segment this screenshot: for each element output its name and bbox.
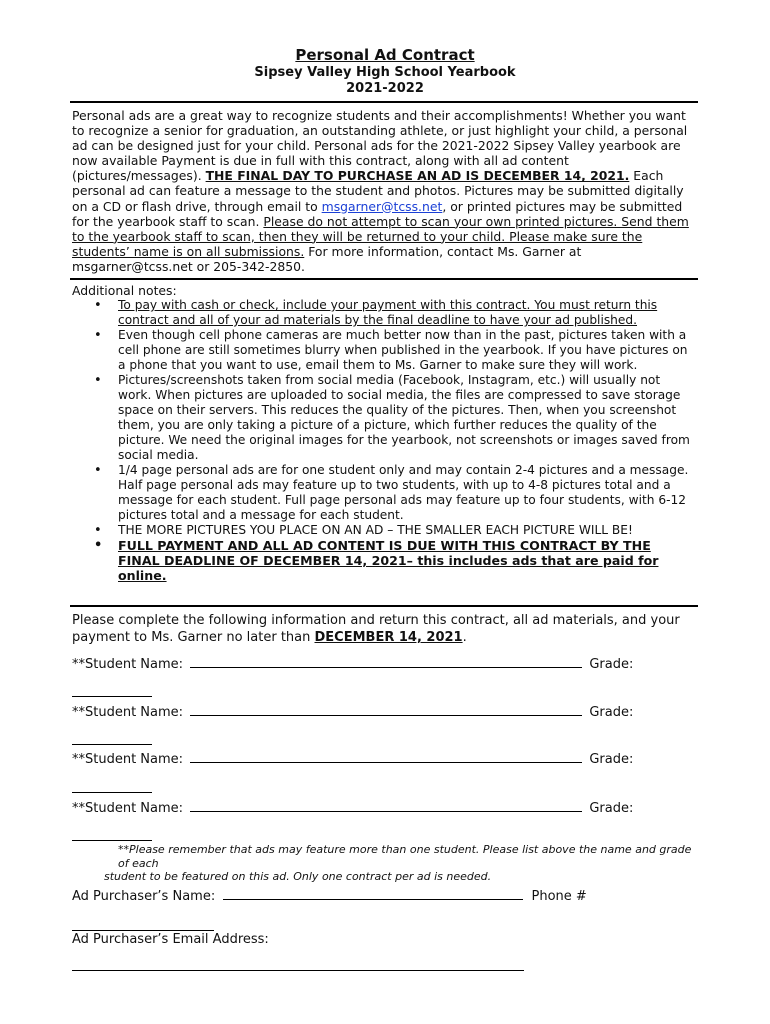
intro-text: , or printed pictures may be submitted for the yearbook staff to scan. — [72, 198, 683, 229]
student-row — [72, 657, 633, 672]
deadline-statement: THE FINAL DAY TO PURCHASE AN AD IS DECEMBER 14, 2021. — [205, 168, 630, 184]
list-item: • Even though cell phone cameras are much better now than in the past, pictures taken with a cell phone are still sometimes blurry when published in the yearbook. If you have pictures on a phone that you want to use, email them to Ms. Garner to make sure they will work. — [118, 328, 696, 373]
grade-label: Grade: — [589, 801, 634, 816]
purchaser-row — [72, 889, 587, 904]
page-title: Personal Ad Contract — [295, 46, 475, 64]
notes-list — [72, 298, 696, 583]
email-link[interactable]: msgarner@tcss.net — [321, 198, 443, 214]
purchaser-name-label: Ad Purchaser’s Name: — [72, 889, 216, 904]
email-field[interactable] — [72, 970, 524, 971]
note-line: student to be featured on this ad. Only one contract per ad is needed. — [104, 870, 492, 883]
grade-label: Grade: — [589, 752, 634, 767]
phone-label: Phone # — [531, 889, 587, 904]
school-name: Sipsey Valley High School Yearbook — [254, 65, 516, 80]
grade-field[interactable] — [72, 792, 152, 793]
phone-field[interactable] — [72, 930, 214, 931]
intro-text: Each personal ad can feature a message to the student and photos. Pictures may be submitted digitally on a CD or flash drive, through email to — [72, 168, 684, 214]
intro-text: Personal ads are a great way to recognize students and their accomplishments! Whether you want to recognize a senior for graduation, an outstanding athlete, or just highlight your child, a personal ad can be designed just for your child. Personal ads for the 2021-2022 Sipsey Valley yearbook are now available Payment is due in full with this contract, along with all ad content (pictures/messages). — [72, 108, 688, 184]
note-line: **Please remember that ads may feature more than one student. Please list above the name and grade of each — [118, 843, 692, 870]
instructions-text: . — [462, 630, 467, 645]
purchaser-name-field[interactable] — [223, 899, 523, 900]
instructions-deadline: DECEMBER 14, 2021 — [314, 630, 463, 645]
school-year: 2021-2022 — [346, 81, 424, 96]
student-name-label: **Student Name: — [72, 657, 184, 672]
student-row — [72, 705, 633, 720]
student-row — [72, 801, 633, 816]
student-name-field[interactable] — [190, 811, 582, 812]
form-instructions — [72, 612, 698, 646]
email-row — [72, 932, 269, 947]
grade-field[interactable] — [72, 696, 152, 697]
divider — [70, 605, 698, 607]
list-item: • To pay with cash or check, include your payment with this contract. You must return this contract and all of your ad materials by the final deadline to have your ad published. — [118, 298, 696, 328]
divider — [70, 101, 698, 103]
list-item: • Pictures/screenshots taken from social media (Facebook, Instagram, etc.) will usually not work. When pictures are uploaded to social media, the files are compressed to save storage space on their servers. This reduces the quality of the pictures. Then, when you screenshot them, you are only taking a picture of a picture, which further reduces the quality of the picture. We need the original images for the yearbook, not screenshots or images saved from social media. — [118, 373, 696, 463]
intro-paragraph — [72, 108, 696, 274]
student-name-label: **Student Name: — [72, 752, 184, 767]
list-item: • 1/4 page personal ads are for one student only and may contain 2-4 pictures and a message. Half page personal ads may feature up to two students, with up to 4-8 pictures total and a message for each student. Full page personal ads may feature up to four students, with 6-12 pictures total and a message for each student. — [118, 463, 696, 523]
email-label: Ad Purchaser’s Email Address: — [72, 932, 269, 947]
grade-label: Grade: — [589, 705, 634, 720]
list-item: • FULL PAYMENT AND ALL AD CONTENT IS DUE WITH THIS CONTRACT BY THE FINAL DEADLINE OF DECEMBER 14, 2021– this includes ads that are paid for online. — [118, 538, 696, 583]
student-name-field[interactable] — [190, 715, 582, 716]
instructions-text: Please complete the following information and return this contract, all ad materials, and your payment to Ms. Garner no later than — [72, 613, 680, 645]
notes-heading: Additional notes: — [72, 283, 177, 298]
student-note — [72, 843, 698, 884]
student-name-field[interactable] — [190, 762, 582, 763]
contact-info: For more information, contact Ms. Garner at msgarner@tcss.net or 205-342-2850. — [72, 243, 582, 274]
grade-field[interactable] — [72, 744, 152, 745]
student-name-field[interactable] — [190, 667, 582, 668]
student-row — [72, 752, 633, 767]
scan-instructions: Please do not attempt to scan your own printed pictures. Send them to the yearbook staff to scan, then they will be returned to your child. Please make sure the students’ name is on all submissions. — [72, 213, 689, 259]
student-name-label: **Student Name: — [72, 801, 184, 816]
grade-field[interactable] — [72, 840, 152, 841]
student-name-label: **Student Name: — [72, 705, 184, 720]
grade-label: Grade: — [589, 657, 634, 672]
list-item: • THE MORE PICTURES YOU PLACE ON AN AD – THE SMALLER EACH PICTURE WILL BE! — [118, 523, 696, 538]
divider — [70, 278, 698, 280]
